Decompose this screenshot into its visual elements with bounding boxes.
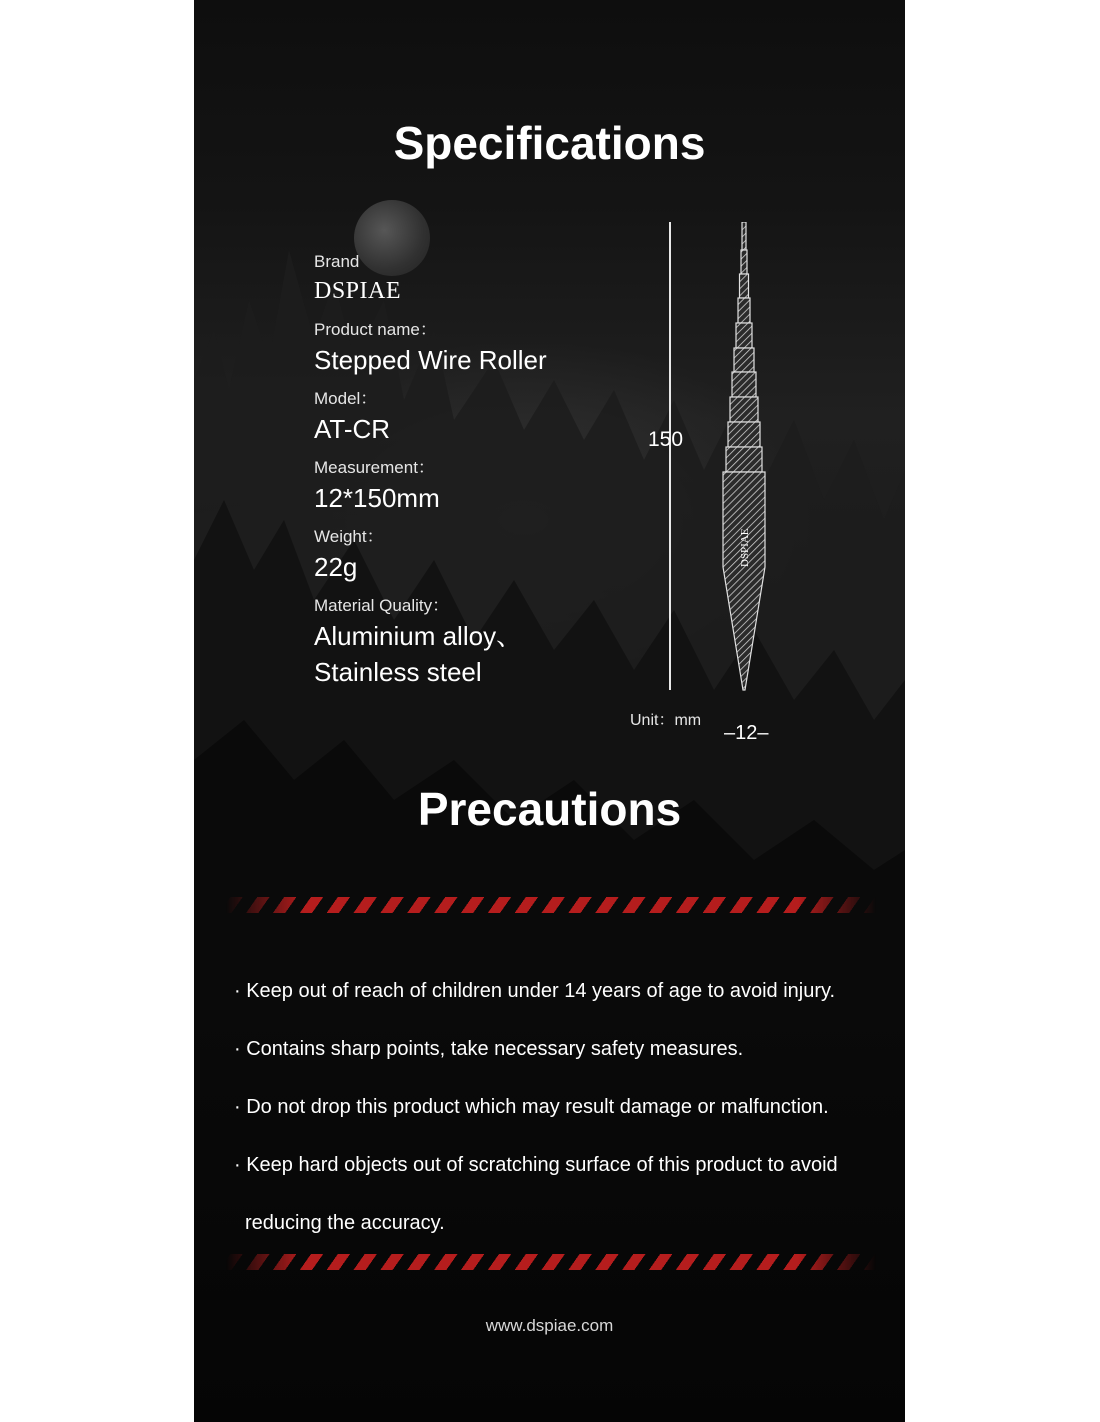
precaution-item-drop: · Do not drop this product which may result damage or malfunction. — [234, 1096, 829, 1118]
material-label: Material Quality： — [314, 596, 450, 615]
tool-logo: DSPIAE — [739, 528, 751, 567]
unit-label: Unit：mm — [630, 712, 702, 729]
product-name-value: Stepped Wire Roller — [314, 345, 547, 375]
length-dimension-label: 150 — [648, 428, 684, 451]
precautions-list — [234, 962, 884, 1252]
width-dimension-label: –12– — [724, 722, 769, 744]
weight-value: 22g — [314, 552, 358, 582]
brand-logo: DSPIAE — [314, 278, 402, 304]
specifications-title: Specifications — [393, 117, 706, 169]
website-link[interactable]: www.dspiae.com — [485, 1316, 614, 1335]
wire-roller-illustration — [714, 222, 774, 692]
precautions-title: Precautions — [417, 783, 682, 835]
warning-stripe-bottom — [226, 1254, 876, 1270]
weight-label: Weight： — [314, 527, 384, 546]
precaution-item-scratching: · Keep hard objects out of scratching surface of this product to avoid — [234, 1154, 838, 1176]
model-value: AT-CR — [314, 414, 391, 444]
measurement-value: 12*150mm — [314, 483, 440, 513]
material-value-line2: Stainless steel — [314, 657, 482, 687]
length-dimension-line — [669, 222, 671, 690]
measurement-label: Measurement： — [314, 458, 435, 477]
product-name-label: Product name： — [314, 320, 437, 339]
precaution-item-children: · Keep out of reach of children under 14 years of age to avoid injury. — [234, 980, 836, 1002]
brand-label: Brand — [314, 252, 360, 271]
precaution-item-scratching-continued: reducing the accuracy. — [245, 1212, 445, 1234]
material-value-line1: Aluminium alloy、 — [314, 621, 523, 651]
product-detail-panel — [194, 0, 905, 1422]
specifications-list — [314, 250, 644, 690]
warning-stripe-top — [226, 897, 876, 913]
precaution-item-sharp-points: · Contains sharp points, take necessary safety measures. — [234, 1038, 744, 1060]
model-label: Model： — [314, 389, 378, 408]
